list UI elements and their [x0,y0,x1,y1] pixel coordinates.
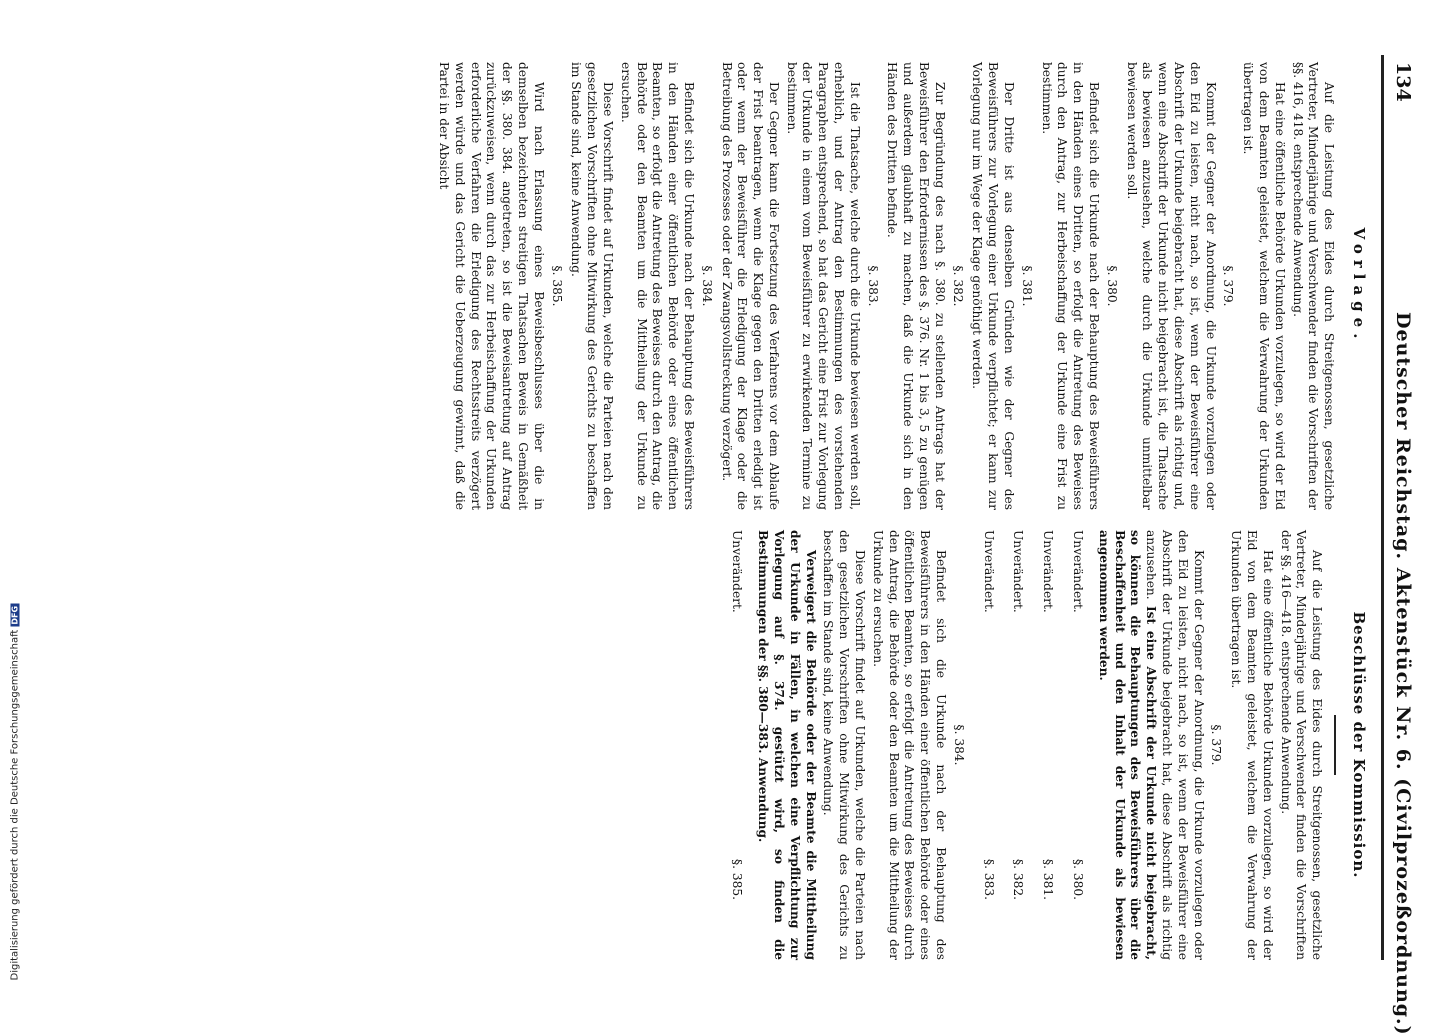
paragraph [1277,530,1324,960]
paragraph-text: Befindet sich die Urkunde nach der Behauptung des Beweisführers in den Händen einer öffentlichen Behörde oder eines öffentlichen Beamten, so erfolgt die Antretung des Beweises durch den Antrag, die Behörde oder den Beamten um die Mittheilung der Urkunde zu ersuchen. [618,62,696,510]
column-kommission [715,530,1366,960]
credit-text: Digitalisierung gefördert durch die Deutsche Forschungsgemeinschaft [9,629,21,981]
paragraph [1289,62,1336,510]
section-number: §. 383. [865,265,880,307]
paragraph-text: Verweigert die Behörde oder der Beamte die Mittheilung der Urkunde in Fällen, in welchen eine Verpflichtung zur Vorlegung auf §. 374. gestützt wird, so finden die Bestimmungen der §§. 380—383. Anwendung. [756,530,818,960]
unchanged-entry [1039,530,1055,900]
amended-text: Ist eine Abschrift der Urkunde nicht beigebracht, so können die Behauptungen des Beweisführers über die Beschaffenheit und den Inhalt der Urkunde als bewiesen angenommen werden. [1096,530,1159,960]
unchanged-entry [729,530,745,900]
paragraph [869,530,948,960]
paragraph-text: Der Dritte ist aus denselben Gründen wie der Gegner des Beweisführers zur Vorlegung einer Urkunde verpflichtet; er kann zur Vorlegung nur im Wege der Klage genöthigt werden. [970,62,1017,510]
paragraph [1123,62,1218,510]
paragraph-text: Befindet sich die Urkunde nach der Behauptung des Beweisführers in den Händen eines Dritten, so erfolgt die Antretung des Beweises durch den Antrag, zur Herbeischaffung der Urkunde eine Frist zu bestimmen. [1039,62,1102,510]
paragraph-text: Der Gegner kann die Fortsetzung des Verfahrens vor dem Ablaufe der Frist beantragen, wenn die Klage gegen den Dritten erledigt ist oder wenn der Beweisführer die Erledigung der Klage oder die Betreibung des Prozesses oder der Zwangsvollstreckung verzögert. [719,62,781,510]
paragraph-text: Auf die Leistung des Eides durch Streitgenossen, gesetzliche Vertreter, Minderjährige und Verschwender finden die Vorschriften der §§. 416, 418. entsprechende Anwendung. [1290,62,1337,510]
section-number: §. 380. [1104,265,1119,307]
section-number: §. 382. [950,265,965,307]
unchanged-entry [1010,530,1026,900]
paragraph-text: Ist die Thatsache, welche durch die Urkunde bewiesen werden soll, erheblich, und der Antrag den Bestimmungen des vorstehenden Paragraphen entsprechend, so hat das Gericht eine Frist zur Vorlegung der Urkunde in einem vom Beweisführer zu erwirkenden Termine zu bestimmen. [784,62,862,510]
paragraph-text: Kommt der Gegner der Anordnung, die Urkunde vorzulegen oder den Eid zu leisten, nicht nach, so ist, wenn der Beweisführer eine Abschrift der Urkunde beigebracht hat, diese Abschrift als richtig und, wenn eine Abschrift der Urkunde nicht beigebracht ist, die Thatsache als bewiesen anzusehen, welche durch die Urkunde unmittelbar bewiesen werden soll. [1124,62,1218,510]
section-number: §. 384. [951,724,966,766]
unchanged-entry [980,530,996,900]
paragraph [820,530,867,960]
paragraph [969,62,1016,510]
paragraph-text: Zur Begründung des nach §. 380. zu stellenden Antrags hat der Beweisführer den Erfordernissen des §. 376. Nr. 1 bis 3, 5 zu genügen und außerdem glaubhaft zu machen, daß die Urkunde sich in den Händen des Dritten befinde. [885,62,947,510]
section-number: §. 385. [730,859,745,900]
column-heading-vorlage: Vorlage. [1350,227,1368,345]
section-number: §. 381. [1041,859,1056,900]
paragraph-text: Diese Vorschrift findet auf Urkunden, welche die Parteien nach den gesetzlichen Vorschriften ohne Mitwirkung des Gerichts zu beschaffen im Stande sind, keine Anwendung. [569,62,615,510]
header-rule [1381,55,1384,960]
section-number: §. 384. [699,265,714,307]
unchanged-label: Unverändert. [1071,530,1086,613]
paragraph-text: Kommt der Gegner der Anordnung, die Urkunde vorzulegen oder den Eid zu leisten, nicht nach, so ist, wenn der Beweisführer eine Abschrift der Urkunde beigebracht hat, diese Abschrift als richtig anzusehen. [1144,530,1206,960]
paragraph [718,62,781,510]
dfg-logo: DFG [10,605,20,625]
column-body-kommission [729,530,1325,960]
page-number: 134 [1392,62,1414,102]
paragraph [755,530,818,960]
paragraph-text: Befindet sich die Urkunde nach der Behauptung des Beweisführers in den Händen einer öffentlichen Behörde oder eines öffentlichen Beamten, so erfolgt die Antretung des Beweises durch den Antrag, die Behörde oder den Beamten um die Mittheilung der Urkunde zu ersuchen. [870,530,949,960]
paragraph [1095,530,1206,960]
column-vorlage [433,62,1366,510]
unchanged-entry [1069,530,1085,900]
section-number: §. 385. [549,265,564,307]
paragraph-text: Wird nach Erlassung eines Beweisbeschlusses über die in demselben bezeichneten streitigen Thatsachen Beweis in Gemäßheit der §§. 380. 384. angetreten, so ist die Beweisantretung auf Antrag zurückzuweisen, wenn durch das zur Herbeischaffung der Urkunden erforderliche Verfahren die Erledigung des Rechtsstreits verzögert werden würde und das Gericht die Ueberzeugung gewinnt, daß die Partei in der Absicht [436,62,546,510]
page-header [1384,62,1414,1036]
paragraph [1227,530,1274,960]
digitization-credit [0,600,21,1000]
section-number: §. 379. [1221,265,1236,307]
paragraph-text: Hat eine öffentliche Behörde Urkunden vorzulegen, so wird der Eid von dem Beamten geleistet, welchem die Verwahrung der Urkunden übertragen ist. [1229,530,1275,960]
section-number: §. 380. [1071,859,1086,900]
paragraph [884,62,947,510]
section-number: §. 379. [1209,724,1224,766]
section-number: §. 381. [1019,265,1034,307]
page-title: Deutscher Reichstag. Aktenstück Nr. 6. (Civilprozeßordnung.) [1392,312,1414,1036]
section-number: §. 383. [981,859,996,900]
unchanged-label: Unverändert. [1041,530,1056,613]
section-number: §. 382. [1011,859,1026,900]
paragraph [617,62,696,510]
column-body-vorlage [435,62,1336,510]
paragraph [1038,62,1101,510]
paragraph-text: Diese Vorschrift findet auf Urkunden, welche die Parteien nach den gesetzlichen Vorschriften ohne Mitwirkung des Gerichts zu beschaffen im Stande sind, keine Anwendung. [821,530,868,960]
paragraph-text: Hat eine öffentliche Behörde Urkunden vorzulegen, so wird der Eid von dem Beamten geleistet, welchem die Verwahrung der Urkunden übertragen ist. [1241,62,1287,510]
paragraph [435,62,546,510]
heading-rule [1334,715,1336,775]
column-heading-kommission: Beschlüsse der Kommission. [1350,611,1368,879]
unchanged-label: Unverändert. [981,530,996,613]
paragraph [783,62,862,510]
paragraph [568,62,615,510]
unchanged-label: Unverändert. [730,530,745,613]
paragraph-text: Auf die Leistung des Eides durch Streitgenossen, gesetzliche Vertreter, Minderjährige und Verschwender finden die Vorschriften der §§. 416—418. entsprechende Anwendung. [1278,530,1325,960]
paragraph [1239,62,1286,510]
unchanged-label: Unverändert. [1011,530,1026,613]
